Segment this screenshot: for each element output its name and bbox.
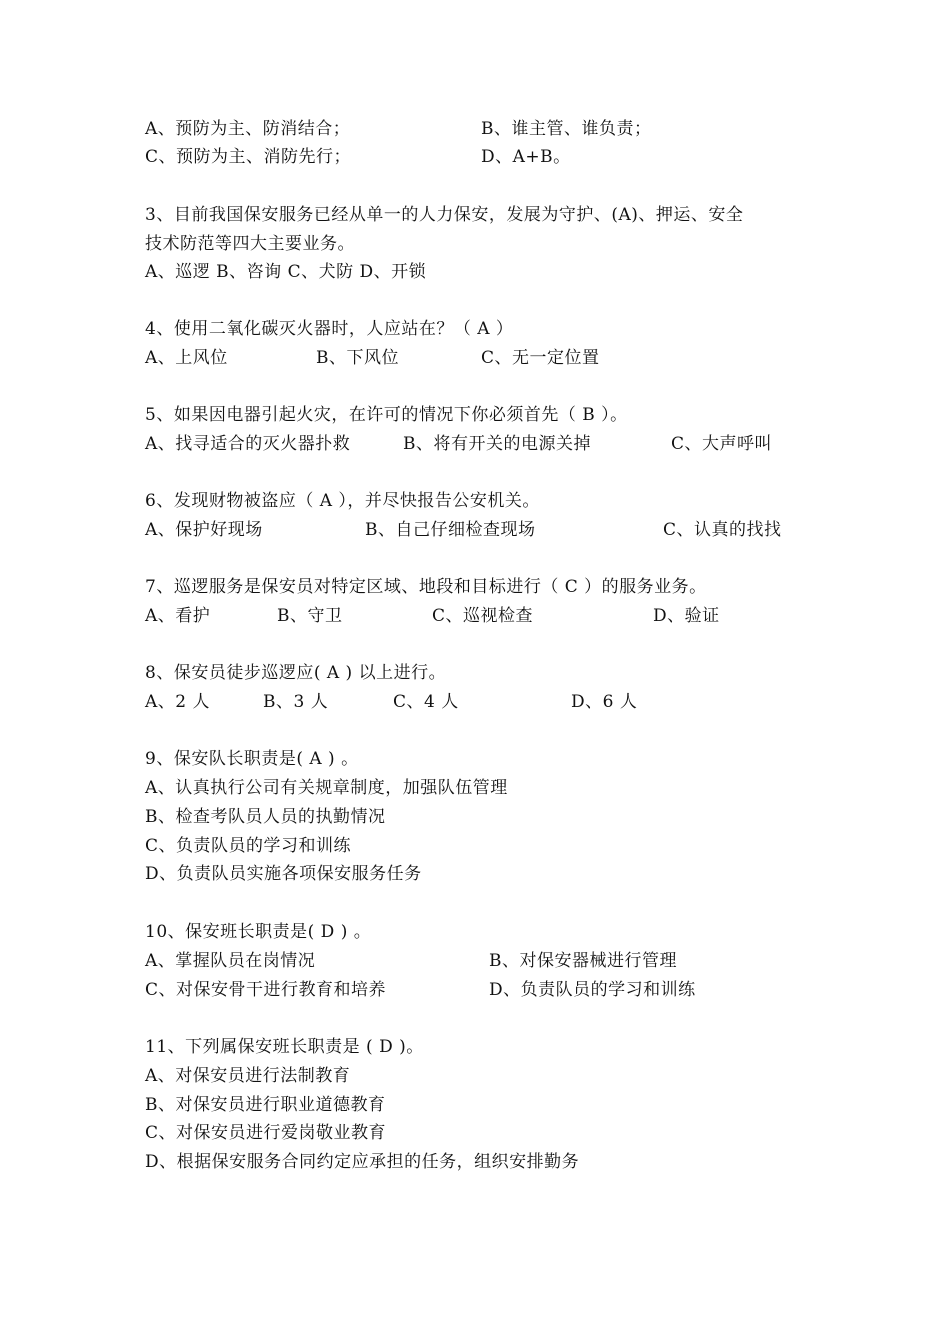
q7-option-a: A、看护 [145, 606, 211, 626]
q4-stem: 4、使用二氧化碳灭火器时，人应站在？（ A ） [145, 319, 514, 339]
q9-option-d: D、负责队员实施各项保安服务任务 [145, 864, 422, 884]
q4-option-b: B、下风位 [316, 348, 399, 368]
q8-option-c: C、4 人 [393, 692, 459, 712]
q11-option-c: C、对保安员进行爱岗敬业教育 [145, 1123, 387, 1143]
q5-option-c: C、大声呼叫 [671, 434, 773, 454]
q2-option-a: A、预防为主、防消结合； [145, 119, 351, 139]
q2-option-d: D、A+B。 [481, 147, 571, 167]
q10-option-b: B、对保安器械进行管理 [489, 951, 677, 971]
q7-stem: 7、巡逻服务是保安员对特定区域、地段和目标进行（ C ）的服务业务。 [145, 577, 707, 597]
q4-option-c: C、无一定位置 [481, 348, 600, 368]
q6-option-b: B、自己仔细检查现场 [365, 520, 536, 540]
q8-option-a: A、2 人 [145, 692, 210, 712]
q9-option-a: A、认真执行公司有关规章制度，加强队伍管理 [145, 778, 508, 798]
q9-stem: 9、保安队长职责是( A ) 。 [145, 749, 359, 769]
q6-option-a: A、保护好现场 [145, 520, 263, 540]
q2-option-c: C、预防为主、消防先行； [145, 147, 352, 167]
q11-option-a: A、对保安员进行法制教育 [145, 1066, 351, 1086]
q9-option-c: C、负责队员的学习和训练 [145, 836, 352, 856]
q9-option-b: B、检查考队员人员的执勤情况 [145, 807, 386, 827]
q7-option-c: C、巡视检查 [432, 606, 534, 626]
q11-option-b: B、对保安员进行职业道德教育 [145, 1095, 386, 1115]
q10-option-c: C、对保安骨干进行教育和培养 [145, 980, 387, 1000]
q5-option-a: A、找寻适合的灭火器扑救 [145, 434, 351, 454]
q5-option-b: B、将有开关的电源关掉 [403, 434, 591, 454]
q10-option-d: D、负责队员的学习和训练 [489, 980, 696, 1000]
q3-stem-line2: 技术防范等四大主要业务。 [145, 234, 355, 254]
q8-option-d: D、6 人 [571, 692, 638, 712]
q6-stem: 6、发现财物被盗应（ A ），并尽快报告公安机关。 [145, 491, 540, 511]
q3-options: A、巡逻 B、咨询 C、犬防 D、开锁 [145, 262, 427, 282]
q8-stem: 8、保安员徒步巡逻应( A ) 以上进行。 [145, 663, 447, 683]
q5-stem: 5、如果因电器引起火灾，在许可的情况下你必须首先（ B ）。 [145, 405, 628, 425]
q10-option-a: A、掌握队员在岗情况 [145, 951, 316, 971]
q2-option-b: B、谁主管、谁负责； [481, 119, 652, 139]
q6-option-c: C、认真的找找 [663, 520, 782, 540]
q7-option-d: D、验证 [653, 606, 720, 626]
q11-option-d: D、根据保安服务合同约定应承担的任务，组织安排勤务 [145, 1152, 580, 1172]
q8-option-b: B、3 人 [263, 692, 329, 712]
q10-stem: 10、保安班长职责是( D ) 。 [145, 922, 372, 942]
q4-option-a: A、上风位 [145, 348, 228, 368]
q7-option-b: B、守卫 [277, 606, 343, 626]
q11-stem: 11、下列属保安班长职责是 ( D )。 [145, 1037, 424, 1057]
q3-stem-line1: 3、目前我国保安服务已经从单一的人力保安，发展为守护、(A)、押运、安全 [145, 205, 744, 225]
